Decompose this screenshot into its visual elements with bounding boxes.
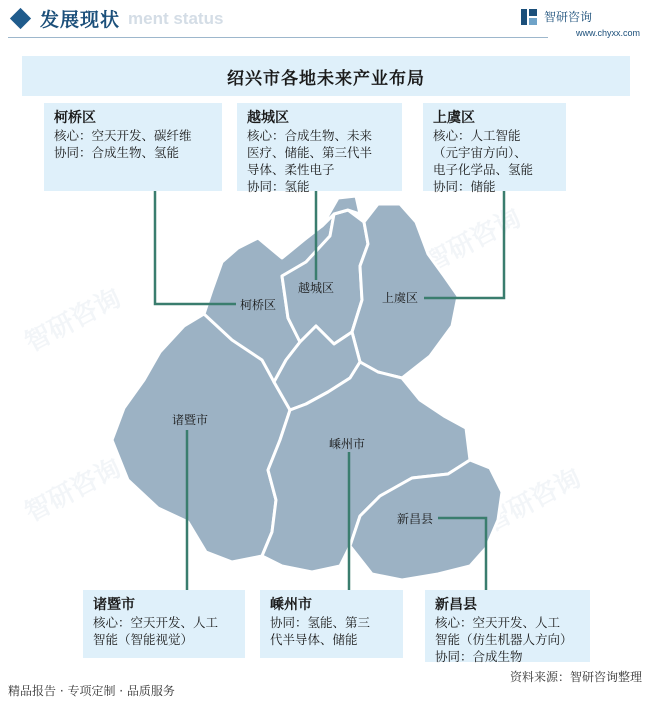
info-box-xinchang <box>425 590 590 662</box>
box-name: 上虞区 <box>433 110 475 126</box>
info-box-yuecheng <box>237 103 402 194</box>
map-label-shengzhou: 嵊州市 <box>329 437 366 451</box>
map-regions <box>112 196 502 580</box>
box-line: 协同：合成生物 <box>435 649 523 664</box>
box-line: 导体、柔性电子 <box>247 162 335 177</box>
brand-site: www.chyxx.com <box>575 28 640 38</box>
info-box-shangyu <box>423 103 566 194</box>
source-note: 资料来源：智研咨询整理 <box>509 670 642 684</box>
box-name: 越城区 <box>247 110 289 126</box>
info-box-shengzhou <box>260 590 403 658</box>
section-title-en: ment status <box>128 9 224 28</box>
map-label-xinchang: 新昌县 <box>397 512 434 526</box>
box-line: 协同：合成生物、氢能 <box>54 145 180 160</box>
box-line: 协同：氢能 <box>247 179 310 194</box>
box-name: 柯桥区 <box>54 110 96 126</box>
box-line: 智能（仿生机器人方向） <box>435 632 573 647</box>
box-line: 协同：氢能、第三 <box>270 615 371 630</box>
box-line: 核心：人工智能 <box>433 128 521 143</box>
watermark: 智研咨询 <box>20 283 127 359</box>
box-line: 电子化学品、氢能 <box>433 162 534 177</box>
box-line: 核心：空天开发、碳纤维 <box>54 128 192 143</box>
info-box-keqiao <box>44 103 222 191</box>
box-name: 嵊州市 <box>270 597 312 613</box>
box-line: 协同：储能 <box>433 179 496 194</box>
box-line: 医疗、储能、第三代半 <box>247 145 373 160</box>
watermark: 智研咨询 <box>20 453 127 529</box>
section-title: 发展现状 <box>40 9 121 31</box>
box-line: 核心：合成生物、未来 <box>247 128 373 143</box>
box-line: 核心：空天开发、人工 <box>435 615 561 630</box>
map-label-yuecheng: 越城区 <box>298 281 335 295</box>
box-line: 代半导体、储能 <box>270 632 358 647</box>
box-name: 诸暨市 <box>93 597 135 613</box>
brand-name: 智研咨询 <box>544 10 593 24</box>
box-line: （元宇宙方向）、 <box>433 145 527 160</box>
map-label-keqiao: 柯桥区 <box>240 298 277 312</box>
watermark: 智研咨询 <box>420 203 527 279</box>
info-box-zhuji <box>83 590 245 658</box>
box-name: 新昌县 <box>435 597 477 613</box>
footer-slogan: 精品报告 · 专项定制 · 品质服务 <box>8 684 175 698</box>
box-line: 核心：空天开发、人工 <box>93 615 219 630</box>
map-label-shangyu: 上虞区 <box>382 291 419 305</box>
diagram-title: 绍兴市各地未来产业布局 <box>22 56 630 96</box>
watermark: 智研咨询 <box>480 463 587 539</box>
map-label-zhuji: 诸暨市 <box>172 413 209 427</box>
box-line: 智能（智能视觉） <box>93 632 194 647</box>
